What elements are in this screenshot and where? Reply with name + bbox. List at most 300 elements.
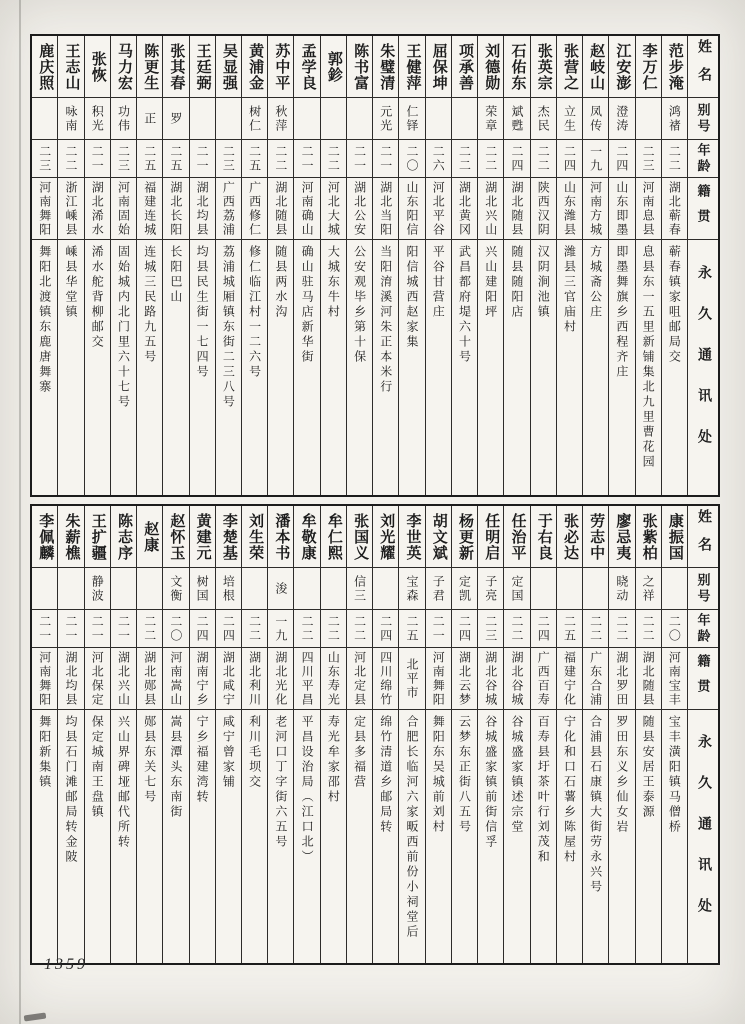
name-cell bbox=[58, 36, 83, 98]
name-cell bbox=[452, 36, 477, 98]
header-age-cell bbox=[688, 610, 718, 648]
name-text: 项承善 bbox=[457, 42, 473, 91]
address-cell bbox=[504, 710, 529, 963]
age-text: 二一 bbox=[431, 614, 446, 643]
origin-text: 河南舞阳 bbox=[37, 650, 52, 707]
address-text: 寿光牟家邵村 bbox=[326, 715, 341, 805]
person-column bbox=[608, 506, 634, 963]
person-column bbox=[503, 506, 529, 963]
age-text: 二二 bbox=[300, 614, 315, 643]
alias-text: 宝森 bbox=[405, 574, 420, 603]
person-column bbox=[556, 36, 582, 495]
age-text: 二一 bbox=[378, 144, 393, 173]
alias-cell bbox=[399, 568, 424, 610]
origin-cell bbox=[583, 648, 608, 710]
origin-cell bbox=[609, 648, 634, 710]
alias-text: 罗 bbox=[168, 111, 183, 126]
name-cell bbox=[426, 506, 451, 568]
name-text: 黄建元 bbox=[194, 512, 211, 561]
origin-cell bbox=[242, 648, 267, 710]
age-text: 二二 bbox=[614, 614, 629, 643]
name-cell bbox=[216, 506, 241, 568]
address-cell bbox=[662, 710, 687, 963]
address-cell bbox=[294, 240, 319, 495]
person-column bbox=[320, 506, 346, 963]
name-cell bbox=[399, 506, 424, 568]
name-text: 刘生荣 bbox=[247, 512, 264, 561]
origin-cell bbox=[557, 648, 582, 710]
address-text: 绵竹清道乡邮局转 bbox=[378, 715, 393, 835]
age-cell bbox=[583, 140, 608, 178]
header-origin-cell bbox=[688, 648, 718, 710]
address-text: 兴山界碑垭邮代所转 bbox=[116, 715, 131, 850]
person-column bbox=[293, 506, 319, 963]
age-cell bbox=[216, 610, 241, 648]
person-column bbox=[451, 36, 477, 495]
person-column bbox=[84, 506, 110, 963]
address-text: 老河口丁字街六五号 bbox=[273, 715, 288, 850]
name-cell bbox=[321, 506, 346, 568]
person-column bbox=[346, 36, 372, 495]
name-text: 张英宗 bbox=[535, 42, 552, 91]
age-text: 二二 bbox=[273, 144, 288, 173]
person-column bbox=[635, 506, 661, 963]
age-text: 二四 bbox=[378, 614, 393, 643]
address-text: 均县石门滩邮局转金陂 bbox=[63, 715, 78, 865]
age-text: 二二 bbox=[247, 614, 262, 643]
scan-artifact-speck bbox=[24, 1012, 47, 1021]
age-cell bbox=[531, 140, 556, 178]
alias-cell bbox=[609, 568, 634, 610]
age-cell bbox=[294, 140, 319, 178]
person-column bbox=[425, 36, 451, 495]
origin-text: 湖北均县 bbox=[195, 180, 210, 237]
age-cell bbox=[478, 140, 503, 178]
name-cell bbox=[504, 506, 529, 568]
address-cell bbox=[216, 710, 241, 963]
name-text: 赵康 bbox=[142, 520, 159, 553]
person-column bbox=[608, 36, 634, 495]
name-cell bbox=[557, 36, 582, 98]
age-text: 二四 bbox=[614, 144, 629, 173]
alias-cell bbox=[452, 568, 477, 610]
name-text: 王志山 bbox=[63, 42, 80, 91]
age-cell bbox=[583, 610, 608, 648]
age-cell bbox=[478, 610, 503, 648]
person-column bbox=[136, 36, 162, 495]
origin-cell bbox=[137, 178, 162, 240]
person-column bbox=[84, 36, 110, 495]
alias-text: 正 bbox=[142, 111, 157, 126]
age-text: 一九 bbox=[273, 614, 288, 643]
name-text: 胡文斌 bbox=[430, 512, 447, 561]
name-cell bbox=[294, 36, 319, 98]
age-cell bbox=[32, 140, 57, 178]
address-cell bbox=[58, 240, 83, 495]
address-cell bbox=[478, 240, 503, 495]
origin-text: 湖北云梦 bbox=[457, 650, 472, 707]
age-cell bbox=[137, 140, 162, 178]
person-column bbox=[136, 506, 162, 963]
name-text: 康振国 bbox=[666, 512, 683, 561]
origin-cell bbox=[399, 648, 424, 710]
origin-cell bbox=[636, 648, 661, 710]
age-text: 二二 bbox=[536, 144, 551, 173]
address-cell bbox=[373, 240, 398, 495]
address-text: 武昌都府堤六十号 bbox=[457, 245, 472, 365]
name-text: 马力宏 bbox=[115, 42, 132, 91]
address-cell bbox=[163, 240, 188, 495]
origin-cell bbox=[426, 178, 451, 240]
name-text: 赵岐山 bbox=[588, 42, 605, 91]
age-cell bbox=[399, 610, 424, 648]
alias-cell bbox=[531, 98, 556, 140]
person-column bbox=[372, 36, 398, 495]
address-cell bbox=[137, 240, 162, 495]
name-text: 王廷弼 bbox=[194, 42, 211, 91]
name-cell bbox=[85, 36, 110, 98]
person-column bbox=[635, 36, 661, 495]
name-text: 陈书富 bbox=[352, 42, 369, 91]
age-text: 二二 bbox=[326, 144, 341, 173]
alias-cell bbox=[426, 568, 451, 610]
address-text: 公安观毕乡第十保 bbox=[352, 245, 367, 365]
name-text: 朱薪樵 bbox=[63, 512, 80, 561]
name-cell bbox=[111, 506, 136, 568]
person-column bbox=[57, 506, 83, 963]
alias-text: 晓动 bbox=[614, 574, 629, 603]
alias-text: 鸿禇 bbox=[667, 104, 682, 133]
person-column bbox=[267, 506, 293, 963]
name-text: 苏中平 bbox=[273, 42, 290, 91]
alias-cell bbox=[662, 98, 687, 140]
origin-text: 北平市 bbox=[405, 657, 420, 700]
origin-cell bbox=[190, 648, 215, 710]
origin-text: 山东潍县 bbox=[562, 180, 577, 237]
origin-cell bbox=[609, 178, 634, 240]
name-cell bbox=[399, 36, 424, 98]
origin-text: 湖北谷城 bbox=[509, 650, 524, 707]
origin-text: 湖北郧县 bbox=[142, 650, 157, 707]
origin-cell bbox=[32, 648, 57, 710]
name-text: 张恢 bbox=[89, 50, 106, 83]
age-text: 二一 bbox=[300, 144, 315, 173]
alias-text: 元光 bbox=[378, 104, 393, 133]
origin-text: 福建连城 bbox=[142, 180, 157, 237]
header-address-cell bbox=[688, 710, 718, 963]
alias-cell bbox=[557, 98, 582, 140]
address-text: 当阳淯溪河朱正本米行 bbox=[378, 245, 393, 395]
origin-cell bbox=[478, 648, 503, 710]
address-text: 修仁临江村一二六号 bbox=[247, 245, 262, 380]
age-text: 二一 bbox=[90, 144, 105, 173]
alias-cell bbox=[583, 568, 608, 610]
person-column bbox=[530, 36, 556, 495]
alias-cell bbox=[190, 568, 215, 610]
address-text: 方城斋公庄 bbox=[588, 245, 603, 320]
person-column bbox=[503, 36, 529, 495]
age-text: 二四 bbox=[221, 614, 236, 643]
origin-cell bbox=[531, 178, 556, 240]
age-text: 二〇 bbox=[168, 614, 183, 643]
origin-cell bbox=[504, 178, 529, 240]
alias-cell bbox=[242, 568, 267, 610]
alias-cell bbox=[242, 98, 267, 140]
address-cell bbox=[399, 710, 424, 963]
address-cell bbox=[426, 240, 451, 495]
name-text: 江安澎 bbox=[614, 42, 631, 91]
alias-cell bbox=[662, 568, 687, 610]
age-text: 二三 bbox=[116, 144, 131, 173]
directory-table-top bbox=[30, 34, 720, 497]
origin-cell bbox=[531, 648, 556, 710]
person-column bbox=[582, 506, 608, 963]
name-cell bbox=[583, 506, 608, 568]
age-cell bbox=[216, 140, 241, 178]
address-text: 郧县东关七号 bbox=[142, 715, 157, 805]
age-text: 二五 bbox=[142, 144, 157, 173]
alias-cell bbox=[58, 568, 83, 610]
name-cell bbox=[531, 36, 556, 98]
name-text: 李万仁 bbox=[640, 42, 657, 91]
age-text: 二二 bbox=[326, 614, 341, 643]
name-text: 赵怀玉 bbox=[168, 512, 185, 561]
person-column bbox=[398, 36, 424, 495]
address-text: 云梦东正街八五号 bbox=[457, 715, 472, 835]
address-text: 咸宁曾家铺 bbox=[221, 715, 236, 790]
name-cell bbox=[58, 506, 83, 568]
alias-text: 文衡 bbox=[168, 574, 183, 603]
name-cell bbox=[137, 506, 162, 568]
alias-text: 仁铎 bbox=[405, 104, 420, 133]
address-text: 随县安居王泰源 bbox=[641, 715, 656, 820]
address-text: 利川毛坝交 bbox=[247, 715, 262, 790]
name-cell bbox=[32, 506, 57, 568]
origin-cell bbox=[111, 178, 136, 240]
origin-cell bbox=[294, 178, 319, 240]
scan-artifact-left-edge bbox=[19, 0, 21, 1024]
origin-text: 湖北兴山 bbox=[116, 650, 131, 707]
name-text: 郭鉁 bbox=[325, 50, 342, 83]
age-cell bbox=[137, 610, 162, 648]
header-age-label: 年龄 bbox=[695, 612, 711, 645]
alias-cell bbox=[85, 568, 110, 610]
address-cell bbox=[32, 240, 57, 495]
origin-cell bbox=[662, 178, 687, 240]
name-text: 于右良 bbox=[535, 512, 552, 561]
address-text: 谷城盛家镇前街信孚 bbox=[483, 715, 498, 850]
alias-cell bbox=[294, 98, 319, 140]
alias-cell bbox=[163, 98, 188, 140]
origin-text: 山东寿光 bbox=[326, 650, 341, 707]
alias-cell bbox=[636, 98, 661, 140]
name-text: 刘光耀 bbox=[378, 512, 395, 561]
name-cell bbox=[137, 36, 162, 98]
age-cell bbox=[636, 140, 661, 178]
age-cell bbox=[504, 610, 529, 648]
alias-cell bbox=[347, 98, 372, 140]
address-text: 确山驻马店新华街 bbox=[300, 245, 315, 365]
origin-cell bbox=[504, 648, 529, 710]
age-cell bbox=[373, 610, 398, 648]
origin-text: 山东即墨 bbox=[614, 180, 629, 237]
address-cell bbox=[58, 710, 83, 963]
address-cell bbox=[557, 240, 582, 495]
alias-cell bbox=[137, 98, 162, 140]
person-column bbox=[372, 506, 398, 963]
origin-text: 湖北利川 bbox=[247, 650, 262, 707]
person-column bbox=[162, 506, 188, 963]
origin-text: 浙江嵊县 bbox=[63, 180, 78, 237]
name-cell bbox=[609, 506, 634, 568]
origin-text: 河北平谷 bbox=[431, 180, 446, 237]
origin-text: 河南宝丰 bbox=[667, 650, 682, 707]
origin-text: 湖南宁乡 bbox=[195, 650, 210, 707]
origin-text: 湖北谷城 bbox=[483, 650, 498, 707]
name-text: 张其春 bbox=[168, 42, 185, 91]
person-column bbox=[556, 506, 582, 963]
origin-cell bbox=[85, 178, 110, 240]
origin-text: 陕西汉阴 bbox=[536, 180, 551, 237]
origin-text: 湖北罗田 bbox=[614, 650, 629, 707]
address-text: 浠水舵背柳邮交 bbox=[90, 245, 105, 350]
age-cell bbox=[58, 610, 83, 648]
alias-cell bbox=[347, 568, 372, 610]
origin-text: 湖北浠水 bbox=[90, 180, 105, 237]
alias-cell bbox=[216, 98, 241, 140]
person-column bbox=[215, 36, 241, 495]
age-cell bbox=[294, 610, 319, 648]
address-text: 均县民生街一七四号 bbox=[195, 245, 210, 380]
address-text: 荔浦城厢镇东街二三八号 bbox=[221, 245, 236, 410]
age-text: 二二 bbox=[641, 614, 656, 643]
age-cell bbox=[636, 610, 661, 648]
name-text: 张必达 bbox=[561, 512, 578, 561]
address-cell bbox=[111, 240, 136, 495]
age-text: 二二 bbox=[352, 614, 367, 643]
name-cell bbox=[347, 506, 372, 568]
origin-cell bbox=[268, 648, 293, 710]
name-cell bbox=[452, 506, 477, 568]
origin-cell bbox=[58, 178, 83, 240]
alias-cell bbox=[190, 98, 215, 140]
origin-text: 湖北均县 bbox=[63, 650, 78, 707]
alias-text: 立生 bbox=[562, 104, 577, 133]
alias-cell bbox=[137, 568, 162, 610]
alias-cell bbox=[504, 98, 529, 140]
address-text: 平谷甘营庄 bbox=[431, 245, 446, 320]
name-text: 潘本书 bbox=[273, 512, 290, 561]
origin-text: 河北大城 bbox=[326, 180, 341, 237]
origin-text: 湖北随县 bbox=[641, 650, 656, 707]
address-cell bbox=[478, 710, 503, 963]
age-text: 二〇 bbox=[667, 614, 682, 643]
header-alias-cell bbox=[688, 98, 718, 140]
age-cell bbox=[609, 610, 634, 648]
origin-cell bbox=[111, 648, 136, 710]
name-cell bbox=[163, 506, 188, 568]
origin-cell bbox=[163, 178, 188, 240]
person-column bbox=[398, 506, 424, 963]
age-text: 二六 bbox=[431, 144, 446, 173]
name-cell bbox=[163, 36, 188, 98]
age-cell bbox=[111, 610, 136, 648]
alias-cell bbox=[163, 568, 188, 610]
origin-text: 湖北随县 bbox=[509, 180, 524, 237]
person-column bbox=[110, 36, 136, 495]
name-cell bbox=[373, 506, 398, 568]
origin-cell bbox=[452, 648, 477, 710]
age-text: 二五 bbox=[168, 144, 183, 173]
address-cell bbox=[216, 240, 241, 495]
origin-cell bbox=[662, 648, 687, 710]
alias-cell bbox=[426, 98, 451, 140]
address-cell bbox=[163, 710, 188, 963]
name-text: 牟敬康 bbox=[299, 512, 316, 561]
origin-text: 湖北咸宁 bbox=[221, 650, 236, 707]
alias-text: 定国 bbox=[509, 574, 524, 603]
name-cell bbox=[32, 36, 57, 98]
origin-cell bbox=[583, 178, 608, 240]
alias-text: 浚 bbox=[273, 581, 288, 596]
address-text: 兴山建阳坪 bbox=[483, 245, 498, 320]
origin-text: 河南嵩山 bbox=[168, 650, 183, 707]
origin-cell bbox=[32, 178, 57, 240]
name-text: 李楚基 bbox=[220, 512, 237, 561]
age-cell bbox=[268, 140, 293, 178]
person-column bbox=[189, 36, 215, 495]
age-text: 二一 bbox=[116, 614, 131, 643]
person-column bbox=[661, 36, 687, 495]
age-cell bbox=[190, 610, 215, 648]
origin-cell bbox=[373, 648, 398, 710]
header-age-label: 年龄 bbox=[695, 142, 711, 175]
age-cell bbox=[85, 140, 110, 178]
address-cell bbox=[399, 240, 424, 495]
origin-cell bbox=[294, 648, 319, 710]
person-column bbox=[32, 506, 57, 963]
alias-text: 子君 bbox=[431, 574, 446, 603]
alias-text: 培根 bbox=[221, 574, 236, 603]
age-cell bbox=[452, 610, 477, 648]
name-cell bbox=[478, 506, 503, 568]
address-cell bbox=[137, 710, 162, 963]
address-cell bbox=[268, 240, 293, 495]
name-cell bbox=[216, 36, 241, 98]
address-text: 即墨舞旗乡西程齐庄 bbox=[614, 245, 629, 380]
age-text: 二一 bbox=[63, 614, 78, 643]
age-text: 二二 bbox=[142, 614, 157, 643]
person-column bbox=[32, 36, 57, 495]
alias-text: 定凯 bbox=[457, 574, 472, 603]
age-cell bbox=[662, 140, 687, 178]
origin-cell bbox=[452, 178, 477, 240]
age-text: 二一 bbox=[37, 614, 52, 643]
alias-cell bbox=[321, 568, 346, 610]
age-cell bbox=[609, 140, 634, 178]
origin-cell bbox=[321, 648, 346, 710]
header-name-label: 姓名 bbox=[696, 38, 711, 95]
header-column bbox=[687, 506, 718, 963]
alias-cell bbox=[504, 568, 529, 610]
age-cell bbox=[163, 140, 188, 178]
address-cell bbox=[636, 710, 661, 963]
address-text: 潍县三官庙村 bbox=[562, 245, 577, 335]
age-cell bbox=[399, 140, 424, 178]
address-cell bbox=[557, 710, 582, 963]
name-text: 张营之 bbox=[561, 42, 578, 91]
origin-cell bbox=[85, 648, 110, 710]
